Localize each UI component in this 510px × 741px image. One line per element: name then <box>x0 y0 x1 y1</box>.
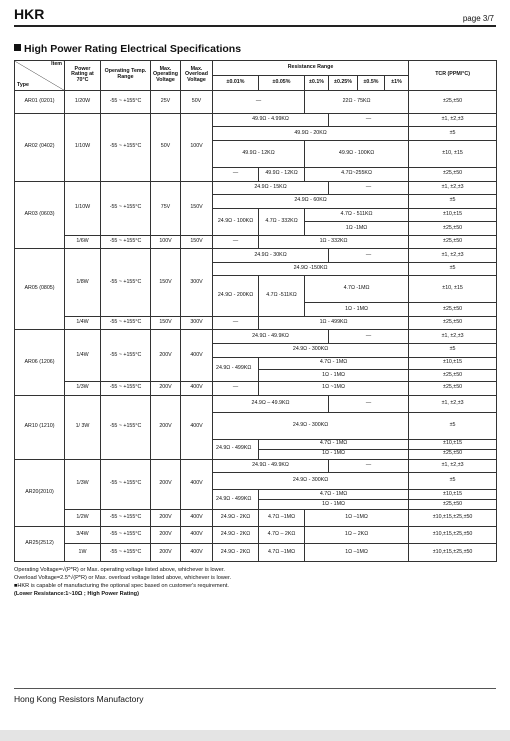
table-row <box>15 90 497 113</box>
op-voltage-cell: 150V <box>151 249 181 317</box>
table-row <box>15 395 497 412</box>
range-cell: 24.9Ω - 2KΩ <box>213 544 259 562</box>
power-cell: 1W <box>65 544 101 562</box>
type-cell: AR10 (1210) <box>15 395 65 459</box>
power-cell: 1/2W <box>65 510 101 527</box>
power-cell: 1/ 3W <box>65 395 101 459</box>
tol-005: ±0.05% <box>259 75 305 90</box>
range-cell: 4.7Ω – 2KΩ <box>259 527 305 544</box>
table-header-row <box>15 61 497 76</box>
range-cell: 24.9Ω - 49.9KΩ <box>213 330 329 344</box>
tcr-cell: ±5 <box>409 195 497 209</box>
tol-05: ±0.5% <box>358 75 385 90</box>
range-cell: 24.9Ω - 499KΩ <box>213 490 259 510</box>
op-voltage-header: Max. Operating Voltage <box>151 61 181 91</box>
tcr-cell: ±25,±50 <box>409 235 497 249</box>
ov-voltage-cell: 400V <box>181 459 213 509</box>
tcr-cell: ±10,±15 <box>409 357 497 369</box>
range-cell: 24.9Ω - 200KΩ <box>213 276 259 317</box>
tcr-cell: ±1, ±2,±3 <box>409 330 497 344</box>
table-row <box>15 382 497 396</box>
tol-01: ±0.1% <box>305 75 329 90</box>
ov-voltage-cell: 300V <box>181 249 213 317</box>
range-cell: 4.7Ω - 1MΩ <box>259 439 409 449</box>
tcr-cell: ±25,±50 <box>409 382 497 396</box>
range-cell: 22Ω - 75KΩ <box>305 90 409 113</box>
tcr-cell: ±25,±50 <box>409 316 497 330</box>
temp-cell: -55 ~ +155°C <box>101 510 151 527</box>
tcr-cell: ±5 <box>409 473 497 490</box>
ov-voltage-header: Max. Overload Voltage <box>181 61 213 91</box>
page-number: page 3/7 <box>462 14 494 23</box>
table-row <box>15 316 497 330</box>
tcr-cell: ±5 <box>409 343 497 357</box>
table-row <box>15 459 497 473</box>
range-cell: 4.7Ω - 511KΩ <box>305 208 409 222</box>
table-row <box>15 249 497 263</box>
resistance-range-header: Resistance Range <box>213 61 409 76</box>
range-cell: 1Ω - 332KΩ <box>259 235 409 249</box>
range-cell: 24.9Ω - 499KΩ <box>213 357 259 382</box>
range-cell: 24.9Ω - 49.9KΩ <box>213 459 329 473</box>
range-cell: 24.9Ω - 30KΩ <box>213 249 329 263</box>
table-row <box>15 544 497 562</box>
ov-voltage-cell: 400V <box>181 510 213 527</box>
op-voltage-cell: 200V <box>151 510 181 527</box>
brand-logo-text: HKR <box>14 6 45 22</box>
tcr-header: TCR (PPM/°C) <box>409 61 497 91</box>
type-cell: AR05 (0805) <box>15 249 65 330</box>
tcr-cell: ±5 <box>409 127 497 141</box>
op-voltage-cell: 50V <box>151 113 181 181</box>
range-cell: 24.9Ω - 2KΩ <box>213 527 259 544</box>
range-cell: — <box>213 316 259 330</box>
type-cell: AR01 (0201) <box>15 90 65 113</box>
range-cell: — <box>329 459 409 473</box>
note-lower-resistance: (Lower Resistance:1~10Ω ; High Power Rating) <box>14 591 139 598</box>
temp-cell: -55 ~ +155°C <box>101 316 151 330</box>
power-cell: 1/20W <box>65 90 101 113</box>
footer-company: Hong Kong Resistors Manufactory <box>14 694 144 704</box>
ov-voltage-cell: 150V <box>181 235 213 249</box>
tcr-cell: ±25,±50 <box>409 303 497 317</box>
tcr-cell: ±10, ±15 <box>409 276 497 303</box>
range-cell: 49.9Ω - 20KΩ <box>213 127 409 141</box>
op-voltage-cell: 75V <box>151 181 181 235</box>
range-cell: 49.9Ω - 12KΩ <box>213 140 305 167</box>
tcr-cell: ±1, ±2,±3 <box>409 249 497 263</box>
ov-voltage-cell: 50V <box>181 90 213 113</box>
range-cell: — <box>213 90 305 113</box>
table-row <box>15 527 497 544</box>
range-cell: — <box>329 330 409 344</box>
range-cell: 24.9Ω - 100KΩ <box>213 208 259 235</box>
range-cell: 1Ω - 1MΩ <box>305 303 409 317</box>
tcr-cell: ±10, ±15 <box>409 140 497 167</box>
table-row <box>15 181 497 195</box>
range-cell: 4.7Ω -1MΩ <box>305 276 409 303</box>
ov-voltage-cell: 400V <box>181 395 213 459</box>
range-cell: — <box>213 235 259 249</box>
temp-cell: -55 ~ +155°C <box>101 181 151 235</box>
range-cell: 1Ω - 1MΩ <box>259 449 409 459</box>
op-voltage-cell: 200V <box>151 382 181 396</box>
temp-cell: -55 ~ +155°C <box>101 249 151 317</box>
tol-025: ±0.25% <box>329 75 358 90</box>
range-cell: 24.9Ω - 300KΩ <box>213 473 409 490</box>
tcr-cell: ±1, ±2,±3 <box>409 113 497 127</box>
power-cell: 1/10W <box>65 181 101 235</box>
table-row <box>15 235 497 249</box>
spec-table <box>14 60 497 562</box>
note-overload-voltage: Overload Voltage=2.5*√(P*R) or Max. overload voltage listed above, whichever is lower. <box>14 575 232 582</box>
range-cell: 24.9Ω - 60KΩ <box>213 195 409 209</box>
power-cell: 1/10W <box>65 113 101 181</box>
temp-cell: -55 ~ +155°C <box>101 330 151 382</box>
power-cell: 1/4W <box>65 316 101 330</box>
power-cell: 3/4W <box>65 527 101 544</box>
ov-voltage-cell: 150V <box>181 181 213 235</box>
range-cell: 49.9Ω - 4.99KΩ <box>213 113 329 127</box>
tcr-cell: ±5 <box>409 412 497 439</box>
tcr-cell: ±1, ±2,±3 <box>409 395 497 412</box>
temp-header: Operating Temp. Range <box>101 61 151 91</box>
op-voltage-cell: 200V <box>151 395 181 459</box>
range-cell: 4.7Ω - 1MΩ <box>259 490 409 500</box>
tcr-cell: ±10,±15 <box>409 490 497 500</box>
table-row <box>15 113 497 127</box>
range-cell: 24.9Ω - 2KΩ <box>213 510 259 527</box>
range-cell: — <box>329 113 409 127</box>
tcr-cell: ±10,±15,±25,±50 <box>409 527 497 544</box>
op-voltage-cell: 200V <box>151 459 181 509</box>
tcr-cell: ±5 <box>409 262 497 276</box>
section-title-text: High Power Rating Electrical Specifications <box>24 43 242 55</box>
op-voltage-cell: 25V <box>151 90 181 113</box>
type-cell: AR03 (0603) <box>15 181 65 249</box>
temp-cell: -55 ~ +155°C <box>101 90 151 113</box>
range-cell: 1Ω - 499KΩ <box>259 316 409 330</box>
tcr-cell: ±25,±50 <box>409 168 497 182</box>
range-cell: 1Ω –1MΩ <box>305 510 409 527</box>
table-row <box>15 330 497 344</box>
type-label: Type <box>17 81 29 88</box>
tcr-cell: ±10,±15,±25,±50 <box>409 510 497 527</box>
range-cell: 24.9Ω - 300KΩ <box>213 343 409 357</box>
range-cell: 1Ω -1MΩ <box>305 222 409 236</box>
ov-voltage-cell: 300V <box>181 316 213 330</box>
tcr-cell: ±25,±50 <box>409 500 497 510</box>
temp-cell: -55 ~ +155°C <box>101 382 151 396</box>
table-row <box>15 510 497 527</box>
range-cell: 24.9Ω - 499KΩ <box>213 439 259 459</box>
range-cell: 1Ω - 1MΩ <box>259 500 409 510</box>
power-header: Power Rating at 70°C <box>65 61 101 91</box>
range-cell: 24.9Ω - 15KΩ <box>213 181 329 195</box>
power-cell: 1/4W <box>65 330 101 382</box>
tcr-cell: ±10,±15 <box>409 208 497 222</box>
tcr-cell: ±1, ±2,±3 <box>409 181 497 195</box>
range-cell: 4.7Ω –1MΩ <box>259 544 305 562</box>
range-cell: — <box>213 168 259 182</box>
temp-cell: -55 ~ +155°C <box>101 544 151 562</box>
tcr-cell: ±25,±50 <box>409 369 497 381</box>
temp-cell: -55 ~ +155°C <box>101 459 151 509</box>
tcr-cell: ±25,±50 <box>409 222 497 236</box>
tcr-cell: ±25,±50 <box>409 449 497 459</box>
type-cell: AR20(2010) <box>15 459 65 527</box>
ov-voltage-cell: 100V <box>181 113 213 181</box>
range-cell: 1Ω ~1MΩ <box>259 382 409 396</box>
temp-cell: -55 ~ +155°C <box>101 527 151 544</box>
range-cell: 4.7Ω - 1MΩ <box>259 357 409 369</box>
range-cell: 24.9Ω – 49.9KΩ <box>213 395 329 412</box>
ov-voltage-cell: 400V <box>181 527 213 544</box>
power-cell: 1/3W <box>65 459 101 509</box>
range-cell: 1Ω - 1MΩ <box>259 369 409 381</box>
range-cell: 1Ω – 2KΩ <box>305 527 409 544</box>
temp-cell: -55 ~ +155°C <box>101 395 151 459</box>
op-voltage-cell: 100V <box>151 235 181 249</box>
range-cell: 1Ω –1MΩ <box>305 544 409 562</box>
type-cell: AR25(2512) <box>15 527 65 562</box>
tcr-cell: ±25,±50 <box>409 90 497 113</box>
type-cell: AR02 (0402) <box>15 113 65 181</box>
range-cell: — <box>329 395 409 412</box>
range-cell: 4.7Ω~255KΩ <box>305 168 409 182</box>
note-operating-voltage: Operating Voltage=√(P*R) or Max. operating voltage listed above, whichever is lower. <box>14 567 225 573</box>
item-label: Item <box>51 61 62 67</box>
op-voltage-cell: 200V <box>151 330 181 382</box>
range-cell: 24.9Ω - 300KΩ <box>213 412 409 439</box>
notes <box>14 566 231 598</box>
op-voltage-cell: 200V <box>151 527 181 544</box>
ov-voltage-cell: 400V <box>181 544 213 562</box>
tcr-cell: ±1, ±2,±3 <box>409 459 497 473</box>
note-optional-spec: ■HKR is capable of manufacturing the optional spec based on customer's requirement. <box>14 583 229 590</box>
op-voltage-cell: 200V <box>151 544 181 562</box>
range-cell: 24.9Ω -150KΩ <box>213 262 409 276</box>
range-cell: 49.9Ω - 12KΩ <box>259 168 305 182</box>
range-cell: 4.7Ω –1MΩ <box>259 510 305 527</box>
item-type-header <box>15 61 65 91</box>
range-cell: 4.7Ω - 332KΩ <box>259 208 305 235</box>
range-cell: — <box>329 181 409 195</box>
type-cell: AR06 (1206) <box>15 330 65 395</box>
power-cell: 1/6W <box>65 235 101 249</box>
square-bullet-icon <box>14 44 21 51</box>
section-title <box>14 43 241 55</box>
tcr-cell: ±10,±15 <box>409 439 497 449</box>
tcr-cell: ±10,±15,±25,±50 <box>409 544 497 562</box>
op-voltage-cell: 150V <box>151 316 181 330</box>
range-cell: — <box>213 382 259 396</box>
footer-rule <box>14 688 496 689</box>
power-cell: 1/8W <box>65 249 101 317</box>
temp-cell: -55 ~ +155°C <box>101 113 151 181</box>
temp-cell: -55 ~ +155°C <box>101 235 151 249</box>
ov-voltage-cell: 400V <box>181 330 213 382</box>
range-cell: — <box>329 249 409 263</box>
range-cell: 49.9Ω - 100KΩ <box>305 140 409 167</box>
tol-1: ±1% <box>385 75 409 90</box>
power-cell: 1/3W <box>65 382 101 396</box>
tol-001: ±0.01% <box>213 75 259 90</box>
ov-voltage-cell: 400V <box>181 382 213 396</box>
header-rule <box>14 25 496 27</box>
range-cell: 4.7Ω -511KΩ <box>259 276 305 317</box>
